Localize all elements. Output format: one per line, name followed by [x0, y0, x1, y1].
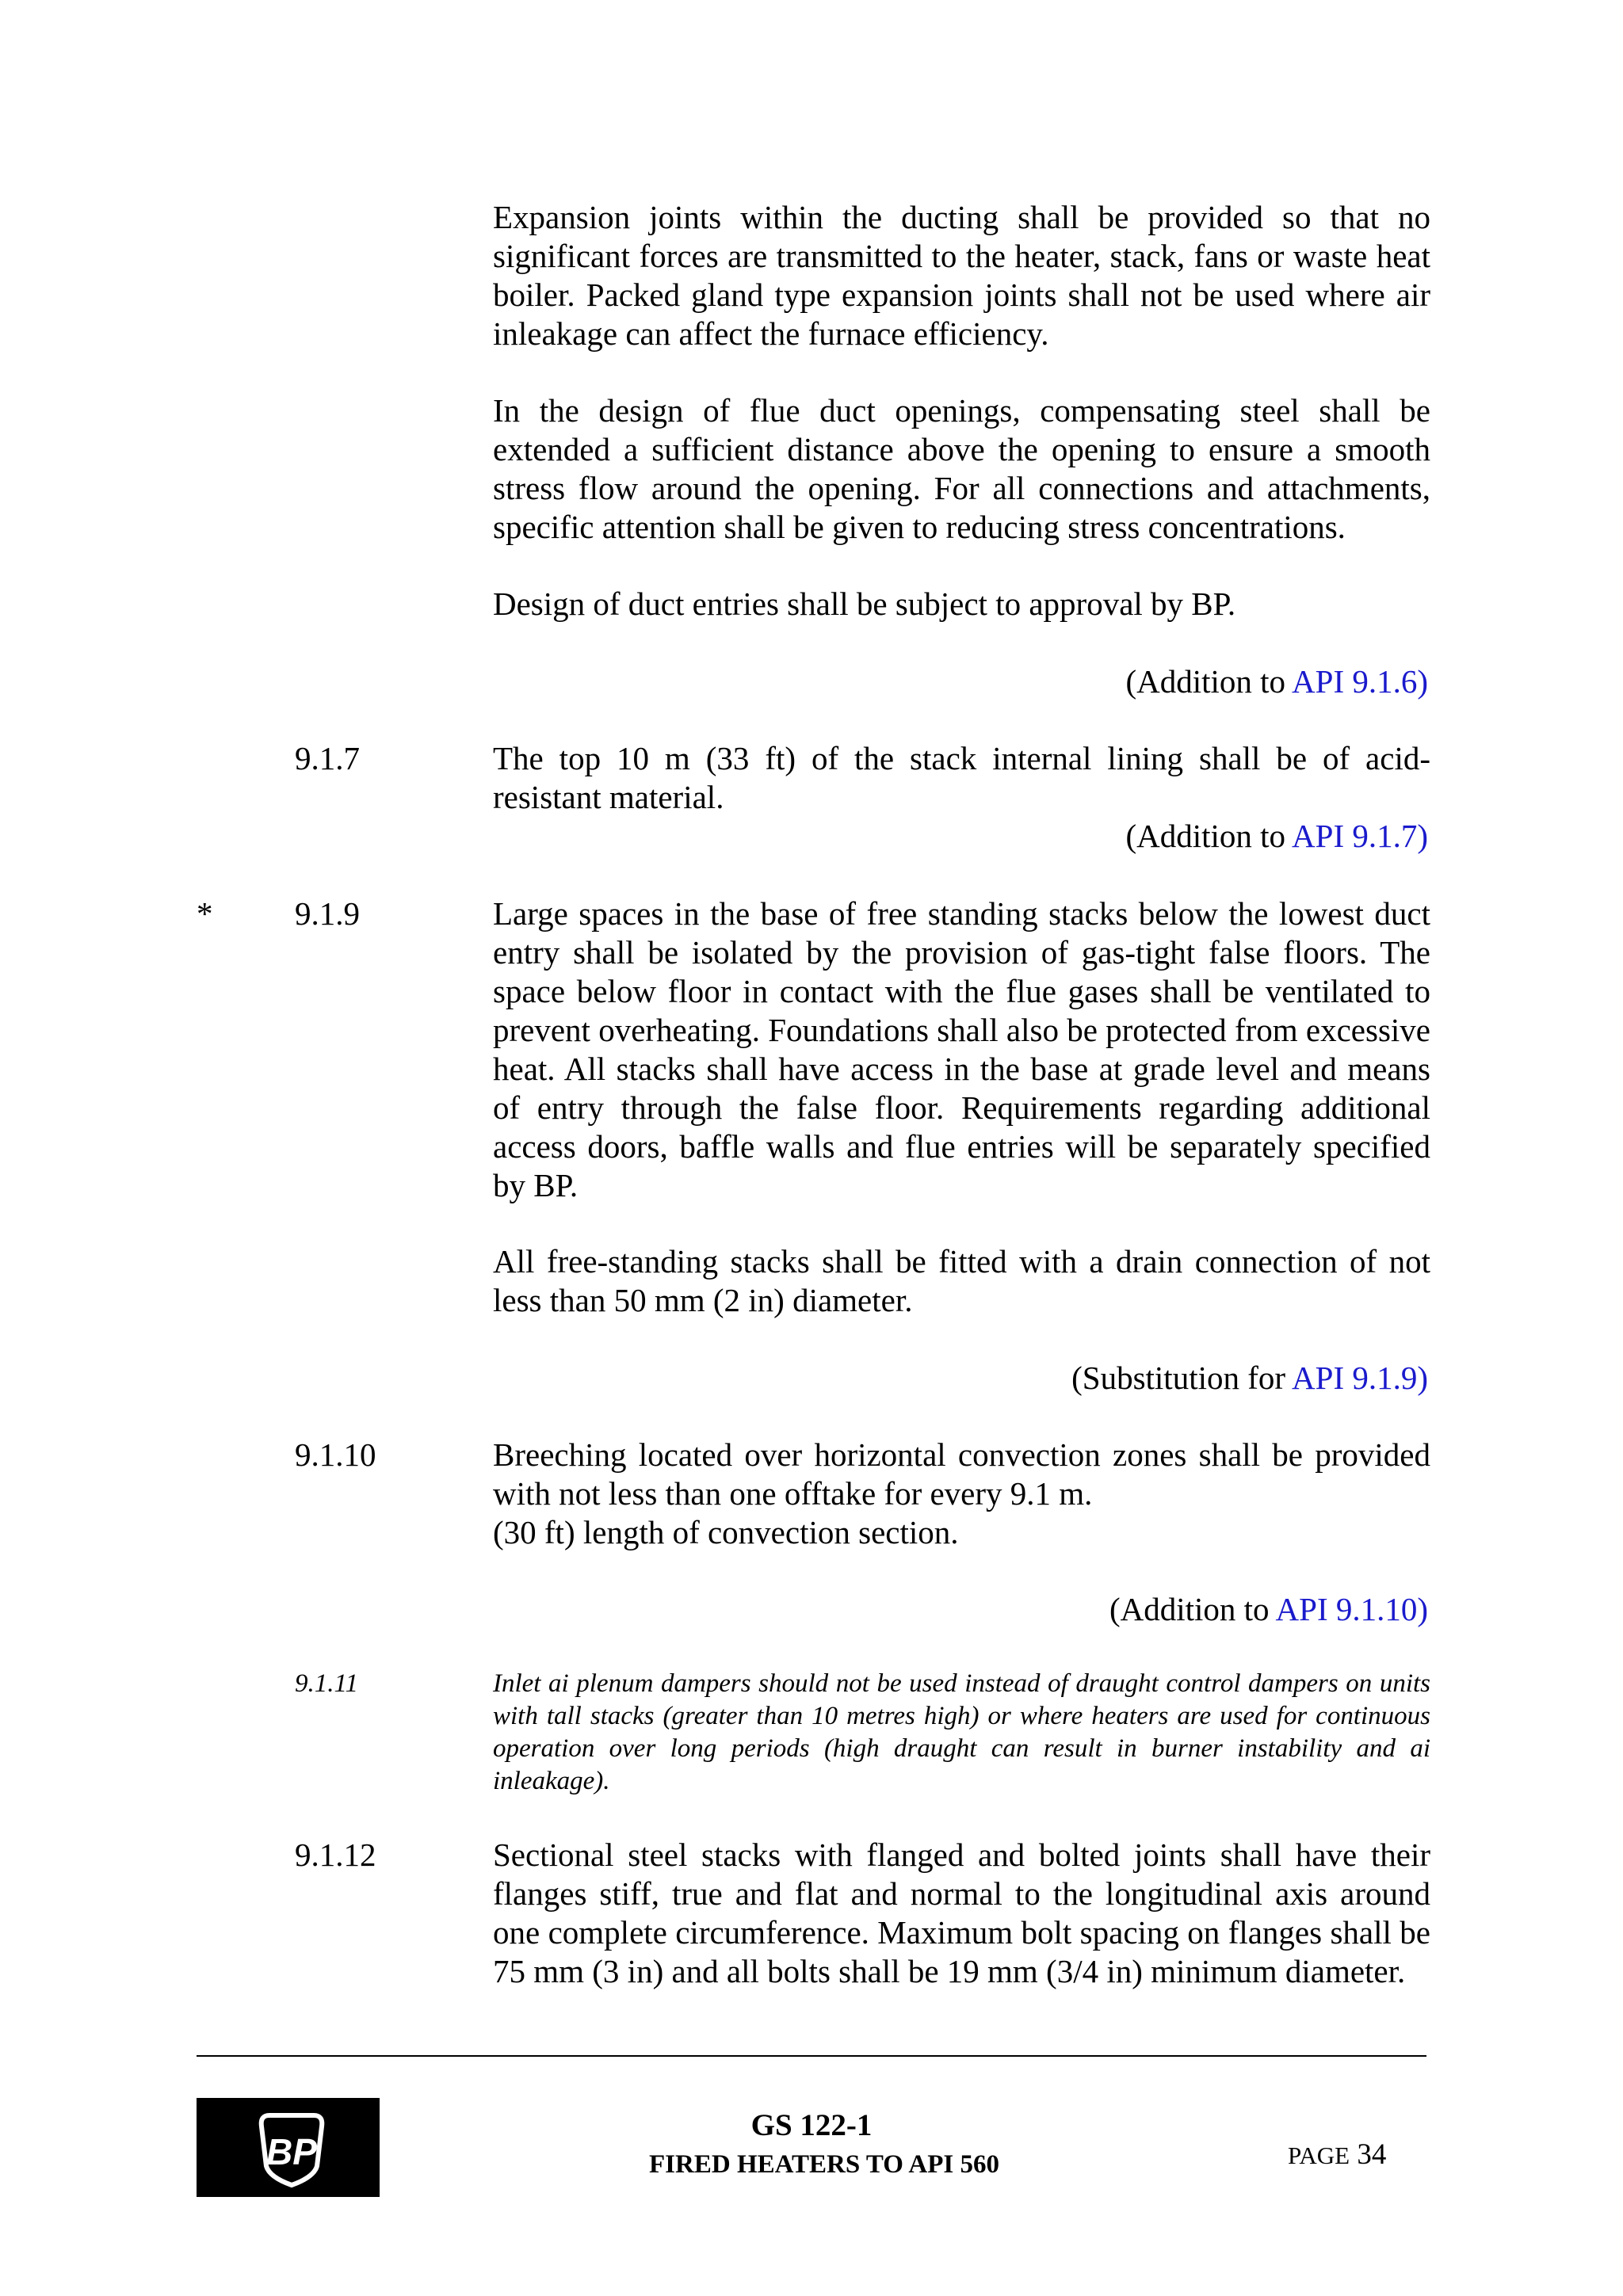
api-9-1-9-link[interactable]: API 9.1.9)	[1292, 1360, 1428, 1396]
page-number	[1288, 2138, 1386, 2173]
reference-prefix: (Addition to	[1125, 818, 1293, 854]
clause-text-9-1-9-drain: All free-standing stacks shall be fitted with a drain connection of not less than 50 mm (2 in) diameter.	[493, 1243, 1430, 1318]
page-label: PAGE	[1288, 2142, 1350, 2169]
clause-number-9-1-7: 9.1.7	[295, 740, 360, 776]
clause-number-9-1-9: 9.1.9	[295, 895, 360, 932]
clause-text-9-1-12: Sectional steel stacks with flanged and bolted joints shall have their flanges stiff, true and flat and normal to the longitudinal axis around one complete circumference. Maximum bolt spacing on flanges shall be 75 mm (3 in) and all bolts shall be 19 mm (3/4 in) minimum diameter.	[493, 1836, 1430, 1989]
clause-text-9-1-9: Large spaces in the base of free standing stacks below the lowest duct entry shall be isolated by the provision of gas-tight false floors. The space below floor in contact with the flue gases shall be ventilated to prevent overheating. Foundations shall also be protected from excessive heat. All stacks shall have access in the base at grade level and means of entry through the false floor. Requirements regarding additional access doors, baffle walls and flue entries will be separately specified by BP.	[493, 895, 1430, 1203]
reference-api-9-1-9	[1071, 1359, 1428, 1398]
clause-text-9-1-10-line2: (30 ft) length of convection section.	[493, 1514, 959, 1550]
clause-text-9-1-7: The top 10 m (33 ft) of the stack internal lining shall be of acid-resistant material.	[493, 740, 1430, 815]
reference-api-9-1-6	[1125, 662, 1428, 701]
paragraph-duct-entries: Design of duct entries shall be subject to approval by BP.	[493, 585, 1236, 622]
clause-text-9-1-10-line1: Breeching located over horizontal convection zones shall be provided with not less than one offtake for every 9.1 m.	[493, 1436, 1430, 1512]
footer-divider	[197, 2055, 1426, 2057]
page-number-value: 34	[1357, 2138, 1387, 2171]
reference-api-9-1-10	[1109, 1590, 1428, 1629]
clause-number-9-1-10: 9.1.10	[295, 1436, 376, 1473]
document-title: FIRED HEATERS TO API 560	[649, 2150, 999, 2179]
api-9-1-10-link[interactable]: API 9.1.10)	[1275, 1591, 1428, 1627]
document-number: GS 122-1	[750, 2108, 873, 2142]
reference-prefix: (Substitution for	[1071, 1360, 1293, 1396]
api-9-1-7-link[interactable]: API 9.1.7)	[1292, 818, 1428, 854]
api-9-1-6-link[interactable]: API 9.1.6)	[1292, 663, 1428, 700]
clause-number-9-1-12: 9.1.12	[295, 1836, 376, 1873]
clause-number-9-1-11: 9.1.11	[295, 1669, 359, 1698]
reference-prefix: (Addition to	[1125, 663, 1293, 700]
change-marker: *	[197, 895, 213, 932]
svg-text:BP: BP	[266, 2131, 317, 2172]
clause-text-9-1-11: Inlet ai plenum dampers should not be used instead of draught control dampers on units with tall stacks (greater than 10 metres high) or where heaters are used for continuous operation over long periods (high draught can result in burner instability and ai inleakage).	[493, 1669, 1430, 1795]
paragraph-expansion-joints: Expansion joints within the ducting shall be provided so that no significant forces are transmitted to the heater, stack, fans or waste heat boiler. Packed gland type expansion joints shall not be used where air inleakage can affect the furnace efficiency.	[493, 199, 1430, 352]
clause-text-9-1-10	[493, 1436, 1430, 1552]
reference-prefix: (Addition to	[1109, 1591, 1276, 1627]
reference-api-9-1-7	[1125, 817, 1428, 856]
paragraph-flue-duct-openings: In the design of flue duct openings, compensating steel shall be extended a sufficient distance above the opening to ensure a smooth stress flow around the opening. For all connections and attachments, specific attention shall be given to reducing stress concentrations.	[493, 392, 1430, 545]
